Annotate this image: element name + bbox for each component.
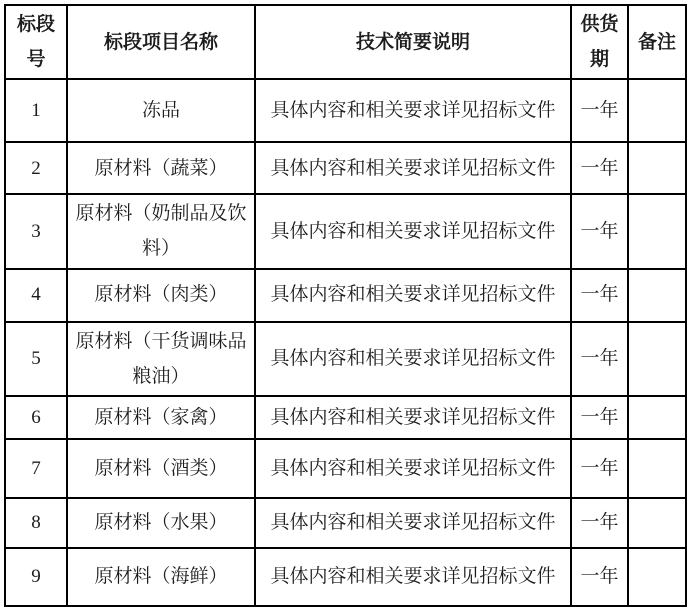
cell-project-name: 原材料（家禽） [67,396,255,439]
cell-tech-desc: 具体内容和相关要求详见招标文件 [255,439,571,498]
cell-tech-desc: 具体内容和相关要求详见招标文件 [255,498,571,548]
table-row [5,79,686,142]
cell-project-name: 原材料（海鲜） [67,548,255,606]
cell-section-no: 4 [5,269,67,322]
table-row [5,322,686,396]
cell-supply-period: 一年 [571,396,628,439]
cell-supply-period: 一年 [571,142,628,194]
cell-tech-desc: 具体内容和相关要求详见招标文件 [255,79,571,142]
cell-supply-period: 一年 [571,322,628,396]
cell-tech-desc: 具体内容和相关要求详见招标文件 [255,142,571,194]
cell-remarks [628,142,686,194]
cell-supply-period: 一年 [571,194,628,268]
cell-project-name: 原材料（水果） [67,498,255,548]
table-row [5,498,686,548]
col-header-tech-desc: 技术简要说明 [255,5,571,79]
cell-tech-desc: 具体内容和相关要求详见招标文件 [255,194,571,268]
col-header-section-no: 标段号 [5,5,67,79]
table-row [5,396,686,439]
cell-remarks [628,79,686,142]
cell-project-name: 原材料（蔬菜） [67,142,255,194]
cell-project-name: 原材料（酒类） [67,439,255,498]
cell-supply-period: 一年 [571,439,628,498]
cell-section-no: 8 [5,498,67,548]
cell-remarks [628,439,686,498]
cell-tech-desc: 具体内容和相关要求详见招标文件 [255,548,571,606]
table-row [5,439,686,498]
cell-project-name: 原材料（肉类） [67,269,255,322]
cell-section-no: 2 [5,142,67,194]
cell-section-no: 5 [5,322,67,396]
cell-tech-desc: 具体内容和相关要求详见招标文件 [255,322,571,396]
table-row [5,548,686,606]
cell-remarks [628,498,686,548]
cell-section-no: 7 [5,439,67,498]
cell-section-no: 9 [5,548,67,606]
cell-remarks [628,548,686,606]
cell-section-no: 6 [5,396,67,439]
cell-supply-period: 一年 [571,79,628,142]
col-header-project-name: 标段项目名称 [67,5,255,79]
col-header-supply-period: 供货期 [571,5,628,79]
cell-remarks [628,269,686,322]
table-row [5,194,686,268]
cell-project-name: 原材料（干货调味品粮油） [67,322,255,396]
cell-remarks [628,322,686,396]
cell-project-name: 冻品 [67,79,255,142]
col-header-remarks: 备注 [628,5,686,79]
cell-project-name: 原材料（奶制品及饮料） [67,194,255,268]
table-row [5,269,686,322]
table-row [5,142,686,194]
cell-section-no: 3 [5,194,67,268]
cell-remarks [628,396,686,439]
cell-remarks [628,194,686,268]
cell-section-no: 1 [5,79,67,142]
cell-tech-desc: 具体内容和相关要求详见招标文件 [255,396,571,439]
tender-sections-table [4,4,687,607]
cell-supply-period: 一年 [571,548,628,606]
cell-tech-desc: 具体内容和相关要求详见招标文件 [255,269,571,322]
cell-supply-period: 一年 [571,498,628,548]
table-header-row [5,5,686,79]
cell-supply-period: 一年 [571,269,628,322]
